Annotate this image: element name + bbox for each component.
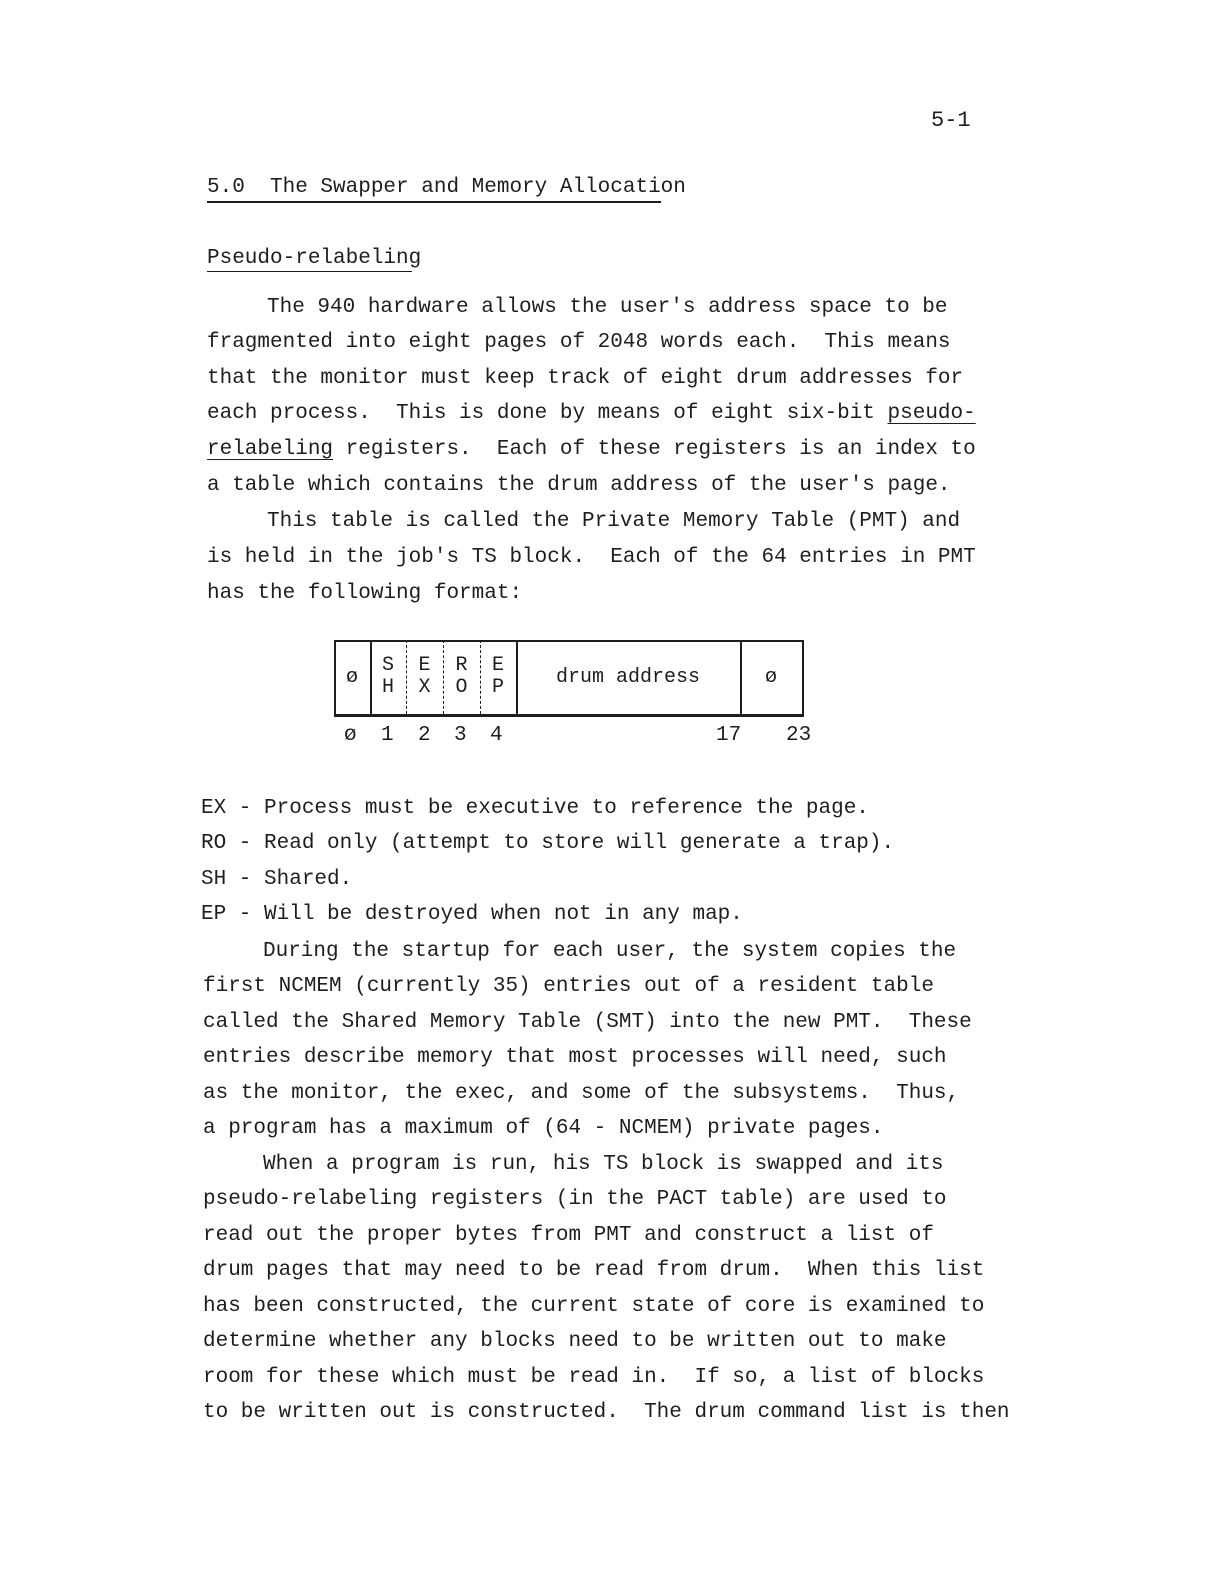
text-line: called the Shared Memory Table (SMT) into the new PMT. These <box>203 1011 972 1034</box>
field-label: E <box>491 654 504 677</box>
field-label: S <box>381 654 394 677</box>
text-line: a program has a maximum of (64 - NCMEM) private pages. <box>203 1117 884 1140</box>
section-title: 5.0 The Swapper and Memory Allocation <box>207 176 686 199</box>
field-drum-address <box>516 640 740 714</box>
text-line: entries describe memory that most processes will need, such <box>203 1046 947 1069</box>
field-label: ø <box>764 665 777 689</box>
text-line: The 940 hardware allows the user's address space to be <box>267 296 948 319</box>
underlined-term: pseudo- <box>887 402 976 425</box>
field-ro <box>443 640 480 714</box>
text-line: has been constructed, the current state of core is examined to <box>203 1295 985 1318</box>
text-line: read out the proper bytes from PMT and construct a list of <box>203 1224 934 1247</box>
field-last <box>740 640 802 714</box>
text-line: fragmented into eight pages of 2048 words each. This means <box>207 331 951 354</box>
text-span: registers. Each of these registers is an index to <box>333 438 976 461</box>
text-line: as the monitor, the exec, and some of the subsystems. Thus, <box>203 1082 960 1105</box>
text-line: first NCMEM (currently 35) entries out of a resident table <box>203 975 934 998</box>
field-label: R <box>455 654 468 677</box>
field-label: E <box>418 654 431 677</box>
subheading-underline <box>207 271 412 272</box>
text-line: to be written out is constructed. The drum command list is then <box>203 1401 1010 1424</box>
field-label: H <box>381 676 394 699</box>
field-sh <box>370 640 406 714</box>
text-span: each process. This is done by means of eight six-bit <box>207 402 888 425</box>
text-line: During the startup for each user, the system copies the <box>263 940 957 963</box>
field-label: drum address <box>555 665 701 689</box>
subheading-pseudo-relabeling: Pseudo-relabeling <box>207 247 422 270</box>
text-line: is held in the job's TS block. Each of the 64 entries in PMT <box>207 546 976 569</box>
definition-ex: EX - Process must be executive to reference the page. <box>201 797 869 820</box>
text-line: that the monitor must keep track of eight drum addresses for <box>207 367 964 390</box>
field-ex <box>406 640 443 714</box>
field-ep <box>480 640 516 714</box>
definition-sh: SH - Shared. <box>201 868 353 891</box>
text-line: pseudo-relabeling registers (in the PACT table) are used to <box>203 1188 947 1211</box>
field-label: X <box>418 676 431 699</box>
text-line: This table is called the Private Memory Table (PMT) and <box>267 510 961 533</box>
text-line: has the following format: <box>207 582 523 605</box>
pmt-entry-format-diagram <box>334 640 802 714</box>
text-line: determine whether any blocks need to be written out to make <box>203 1330 947 1353</box>
field-label: P <box>491 676 504 699</box>
bit-number: 1 <box>381 724 394 747</box>
text-line <box>207 402 976 425</box>
definition-ep: EP - Will be destroyed when not in any map. <box>201 903 743 926</box>
field-label: O <box>455 676 468 699</box>
bit-number: 23 <box>786 724 812 747</box>
text-line <box>207 438 976 461</box>
text-line: When a program is run, his TS block is swapped and its <box>263 1153 944 1176</box>
field-label: ø <box>345 665 358 689</box>
bit-number: ø <box>344 724 357 747</box>
definition-ro: RO - Read only (attempt to store will generate a trap). <box>201 832 895 855</box>
bit-number: 2 <box>418 724 431 747</box>
text-line: room for these which must be read in. If so, a list of blocks <box>203 1366 985 1389</box>
underlined-term: relabeling <box>207 438 334 461</box>
bit-number: 4 <box>490 724 503 747</box>
page-number: 5-1 <box>931 108 971 133</box>
field-bit0 <box>334 640 370 714</box>
bit-number: 17 <box>716 724 742 747</box>
text-line: a table which contains the drum address of the user's page. <box>207 474 951 497</box>
text-line: drum pages that may need to be read from drum. When this list <box>203 1259 985 1282</box>
section-title-underline <box>207 201 661 203</box>
bit-number: 3 <box>454 724 467 747</box>
